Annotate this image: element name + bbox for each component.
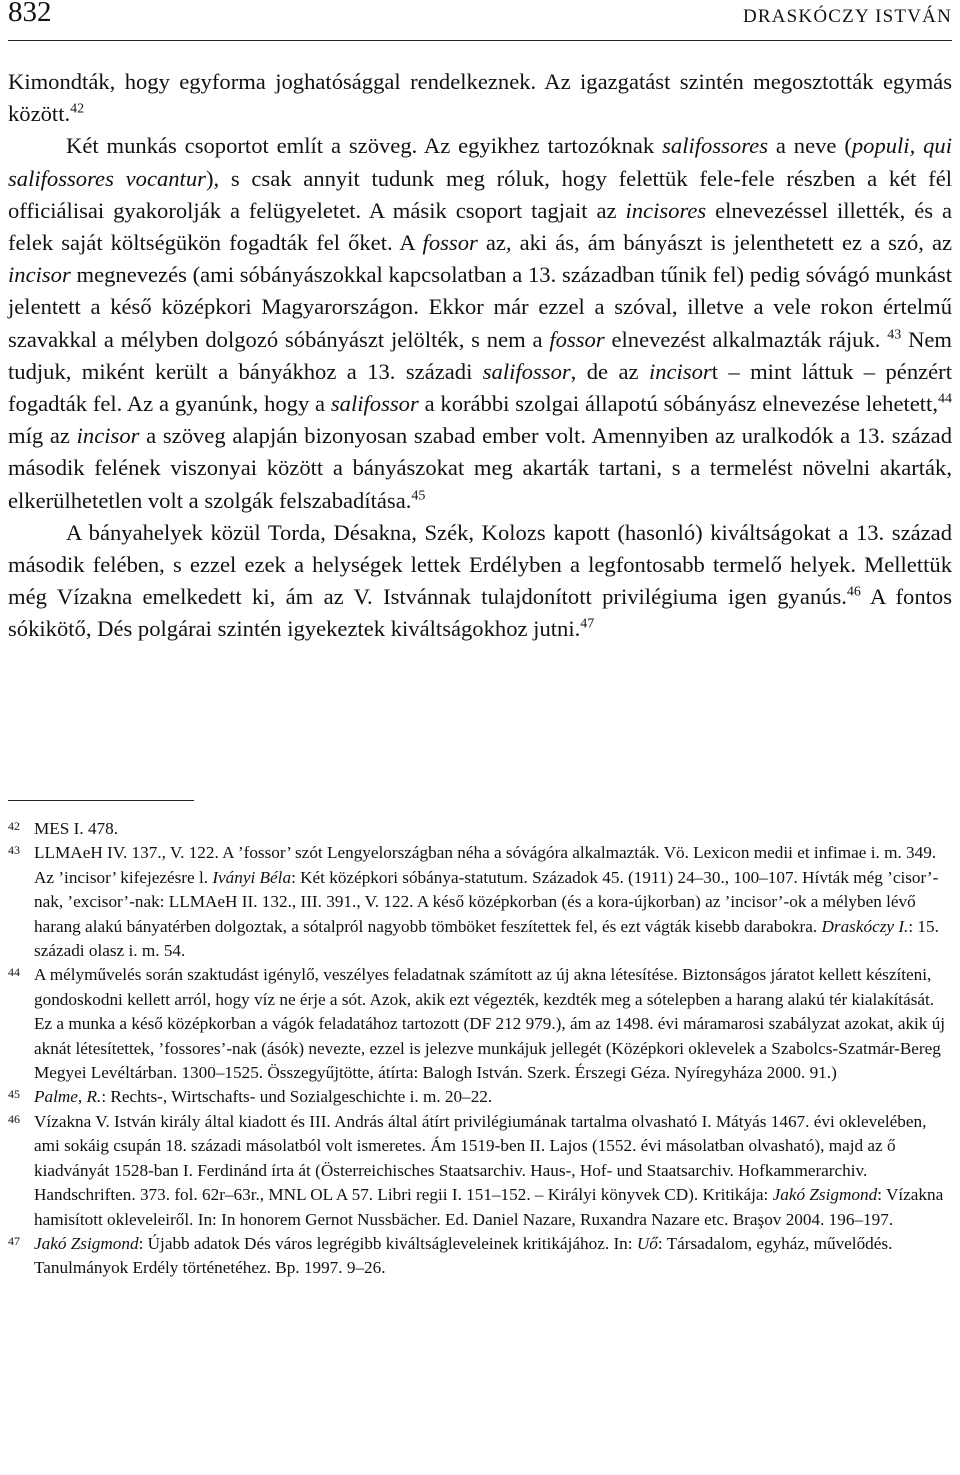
paragraph-3: A bányahelyek közül Torda, Désakna, Szék, Kolozs kapott (hasonló) kiváltságokat a 13. század második felében, s ezzel ezek a helységek lettek Erdélyben a legfontosabb termelő helyek. Mellettük még Vízakna emelkedett ki, ám az V. Istvánnak tulajdonított privilégiuma igen gyanús.$^{46}$ A fontos sókikötő, Dés polgárai szintén igyekeztek kiváltságokhoz jutni.$^{47}$ [8, 519, 952, 642]
paragraph-2: Két munkás csoportot említ a szöveg. Az egyikhez tartozóknak salifossores a neve (populi, qui salifossores vocantur), s csak annyit tudunk meg róluk, hogy felettük fele-fele részben a két fél officiálisai gyakorolják a felügyeletet. A másik csoport tagjait az incisores elnevezéssel illették, és a felek saját költségükön fogadták fel őket. A fossor az, aki ás, ám bányászt is jelenthetett ez a szó, az incisor megnevezés (ami sóbányászokkal kapcsolatban a 13. században tűnik fel) pedig sóvágó munkást jelentett a késő középkori Magyarországon. Ekkor már ezzel a szóval, illetve a vele rokon értelmű szavakkal a mélyben dolgozó sóbányászt jelölték, s nem a fossor elnevezést alkalmazták rájuk. $^{43}$ Nem tudjuk, miként került a bányákhoz a 13. századi salifossor, de az incisort – mint láttuk – pénzért fogadták fel. Az a gyanúnk, hogy a salifossor a korábbi szolgai állapotú sóbányász elnevezése lehetett,$^{44}$ míg az incisor a szöveg alapján bizonyosan szabad ember volt. Amennyiben az uralkodók a 13. század második felének viszonyai között a bányászokat meg akarták tartani, s a termelést növelni akarták, elkerülhetetlen volt a szolgák felszabadítása.$^{45}$ [8, 133, 953, 513]
footnote-number: 44 [8, 965, 20, 980]
footnote-42: 42 MES I. 478. [8, 817, 952, 841]
footnote-ref-42[interactable]: 42 [70, 101, 85, 117]
main-text [8, 66, 952, 646]
footnote-ref-46[interactable]: 46 [846, 584, 861, 600]
page-number: 832 [8, 0, 52, 28]
footnote-ref-44[interactable]: 44 [937, 391, 952, 407]
footnote-45: 45 Palme, R.: Rechts-, Wirtschafts- und Sozialgeschichte i. m. 20–22. [8, 1085, 952, 1109]
page-header [8, 0, 952, 41]
footnote-separator [8, 800, 194, 801]
footnote-ref-45[interactable]: 45 [411, 488, 426, 504]
footnote-number: 43 [8, 843, 20, 858]
footnote-43: 43 LLMAeH IV. 137., V. 122. A ’fossor’ szót Lengyelországban néha a sóvágóra alkalmazták. Vö. Lexicon medii et infimae i. m. 349. Az ’incisor’ kifejezésre l. Iványi Béla: Két középkori sóbánya-statutum. Századok 45. (1911) 24–30., 100–107. Hívták még ’cisor’-nak, ’excisor’-nak: LLMAeH II. 132., III. 391., V. 122. A késő középkorban (és a kora-újkorban) az ’incisor’-ok a mélyben lévő harang alakú bányatérben dolgoztak, a sótalpról nagyobb tömböket feszítettek fel, és ezt vágták kisebb darabokra. Draskóczy I.: 15. századi olasz i. m. 54. [8, 841, 952, 963]
footnote-44: 44 A mélyművelés során szaktudást igénylő, veszélyes feladatnak számított az új akna létesítése. Biztonságos járatot kellett készíteni, gondoskodni kellett arról, hogy víz ne érje a sót. Azok, akik ezt végezték, kezdték meg a sótelepben a harang alakú tér kialakítását. Ez a munka a késő középkorban a vágók feladatához tartozott (DF 212 979.), ám az 1498. évi máramarosi szabályzat azokat, akik új aknát létesítettek, ’fossores’-nak (ásók) nevezte, ezzel is jelezve munkájuk jellegét (Középkori oklevelek a Szabolcs-Szatmár-Bereg Megyei Levéltárban. 1300–1525. Összegyűjtötte, átírta: Balogh István. Szerk. Érszegi Géza. Nyíregyháza 2000. 91.) [8, 963, 952, 1085]
footnote-number: 45 [8, 1087, 20, 1102]
footnote-ref-47[interactable]: 47 [580, 617, 595, 633]
footnote-46: 46 Vízakna V. István király által kiadott és III. András által átírt privilégiumának tartalma olvasható I. Mátyás 1467. évi oklevelében, ami sokáig csupán 18. századi másolatból volt ismeretes. Ám 1519-ben II. Lajos (1552. évi másolatban olvasható), majd az ő kiadványát 1528-ban I. Ferdinánd írta át (Österreichisches Staatsarchiv. Haus-, Hof- und Staatsarchiv. Hofkammerarchiv. Handschriften. 373. fol. 62r–63r., MNL OL A 57. Libri regii I. 151–152. – Királyi könyvek CD). Kritikája: Jakó Zsigmond: Vízakna hamisított okleveleiről. In: In honorem Gernot Nussbächer. Ed. Daniel Nazare, Ruxandra Nazare etc. Braşov 2004. 196–197. [8, 1110, 952, 1232]
running-title: DRASKÓCZY ISTVÁN [742, 6, 952, 27]
footnote-number: 46 [8, 1111, 20, 1126]
footnotes [8, 817, 952, 1281]
footnote-number: 47 [8, 1233, 20, 1248]
footnote-number: 42 [8, 819, 20, 833]
footnote-ref-43[interactable]: 43 [887, 327, 902, 343]
footnote-47: 47 Jakó Zsigmond: Újabb adatok Dés város legrégibb kiváltságleveleinek kritikájához. In: Uő: Társadalom, egyház, művelődés. Tanulmányok Erdély történetéhez. Bp. 1997. 9–26. [8, 1232, 952, 1281]
paragraph-1: Kimondták, hogy egyforma joghatósággal rendelkeznek. Az igazgatást szintén megosztották egymás között.$^{42}$ [8, 69, 952, 127]
